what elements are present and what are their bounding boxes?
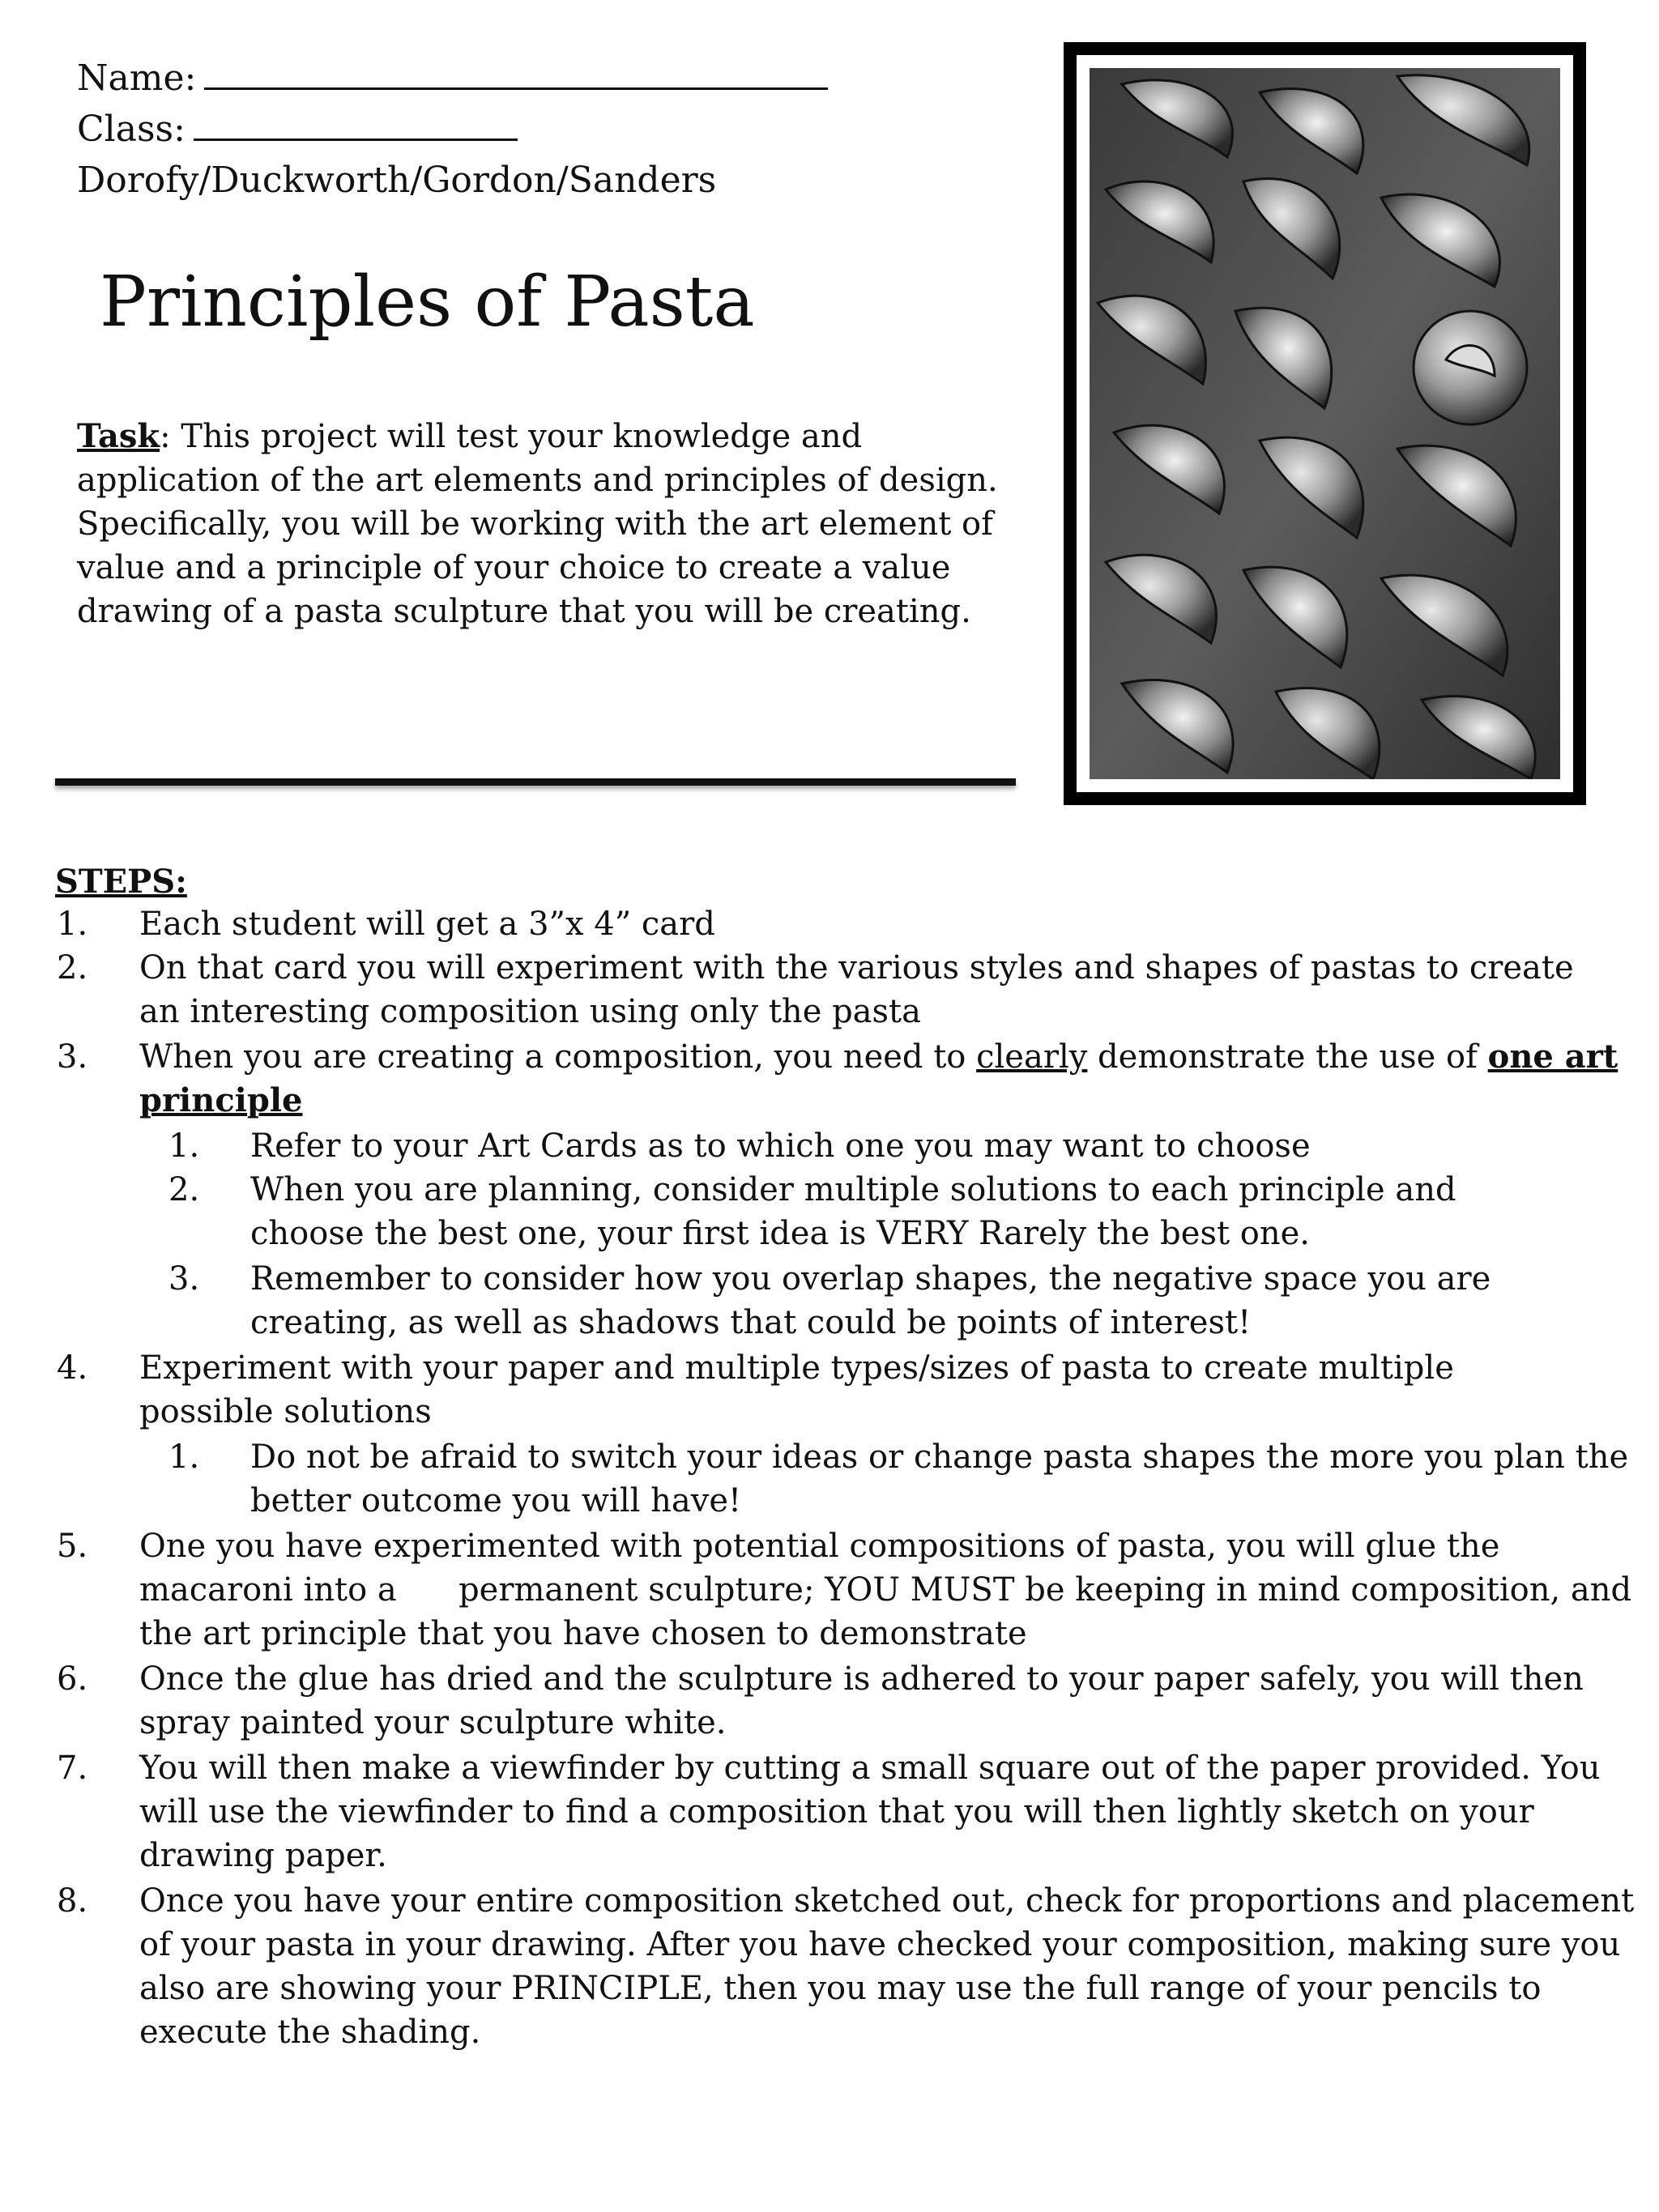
step-number: 2. bbox=[57, 949, 88, 987]
step-text: Once you have your entire composition sketched out, check for proportions and placement of your pasta in your drawing. After you have checked your composition, making sure you also are showing your PRINCIPLE, then you may use the full range of your pencils to execute the shading. bbox=[139, 1882, 1635, 2051]
step-number: 7. bbox=[57, 1750, 88, 1787]
step-text: You will then make a viewfinder by cutting a small square out of the paper provided. You will use the viewfinder to find a composition that you will then lightly sketch on your drawing paper. bbox=[139, 1750, 1601, 1874]
name-line bbox=[77, 57, 828, 100]
substep-number: 1. bbox=[168, 1127, 200, 1165]
name-blank bbox=[204, 63, 828, 90]
step-text-part: demonstrate the use of bbox=[1087, 1038, 1488, 1076]
section-divider bbox=[55, 778, 1016, 786]
step-number: 8. bbox=[57, 1882, 88, 1920]
step-text: One you have experimented with potential compositions of pasta, you will glue the macaroni into a permanent sculpture; YOU MUST be keeping in mind composition, and the art principle that you have chosen to demonstrate bbox=[139, 1528, 1642, 1652]
pasta-drawing-frame bbox=[1064, 42, 1586, 805]
step-text: Each student will get a 3”x 4” card bbox=[139, 906, 715, 943]
substep-number: 2. bbox=[168, 1171, 200, 1208]
step-number: 3. bbox=[57, 1038, 88, 1076]
teachers-line: Dorofy/Duckworth/Gordon/Sanders bbox=[77, 160, 717, 201]
pasta-drawing-image bbox=[1090, 68, 1560, 779]
class-line bbox=[77, 108, 518, 151]
frame-mat bbox=[1077, 55, 1573, 792]
class-blank bbox=[194, 114, 518, 141]
step-number: 6. bbox=[57, 1660, 88, 1698]
name-label: Name: bbox=[77, 58, 197, 99]
step-text bbox=[139, 1035, 1646, 1123]
step-text: Once the glue has dried and the sculpture is adhered to your paper safely, you will then spray painted your sculpture white. bbox=[139, 1660, 1584, 1741]
class-label: Class: bbox=[77, 109, 186, 150]
clearly-emphasis: clearly bbox=[976, 1038, 1088, 1076]
step-number: 4. bbox=[57, 1349, 88, 1387]
task-label: Task bbox=[77, 417, 160, 455]
page-title: Principles of Pasta bbox=[100, 262, 755, 343]
substep-number: 3. bbox=[168, 1260, 200, 1298]
substep-text: When you are planning, consider multiple solutions to each principle and choose the best one, your first idea is VERY Rarely the best one. bbox=[250, 1171, 1456, 1252]
step-text: Experiment with your paper and multiple types/sizes of pasta to create multiple possible solutions bbox=[139, 1349, 1454, 1430]
task-text: : This project will test your knowledge and application of the art elements and principles of design. Specifically, you will be working with the art element of value and a principle of your choice to create a value drawing of a pasta sculpture that you will be creating. bbox=[77, 418, 998, 630]
substep-text: Remember to consider how you overlap shapes, the negative space you are creating, as well as shadows that could be points of interest! bbox=[250, 1260, 1491, 1341]
substep-text: Do not be afraid to switch your ideas or change pasta shapes the more you plan the better outcome you will have! bbox=[250, 1438, 1629, 1519]
step-text: On that card you will experiment with the various styles and shapes of pastas to create an interesting composition using only the pasta bbox=[139, 949, 1574, 1030]
step-number: 1. bbox=[57, 906, 88, 943]
task-paragraph bbox=[77, 415, 1017, 633]
step-text-part: When you are creating a composition, you need to bbox=[139, 1038, 977, 1076]
one-art-principle-emphasis: one art principle bbox=[139, 1038, 1618, 1119]
steps-heading: STEPS: bbox=[55, 863, 187, 901]
substep-number: 1. bbox=[168, 1438, 200, 1476]
substep-text: Refer to your Art Cards as to which one you may want to choose bbox=[250, 1127, 1311, 1165]
step-number: 5. bbox=[57, 1528, 88, 1565]
